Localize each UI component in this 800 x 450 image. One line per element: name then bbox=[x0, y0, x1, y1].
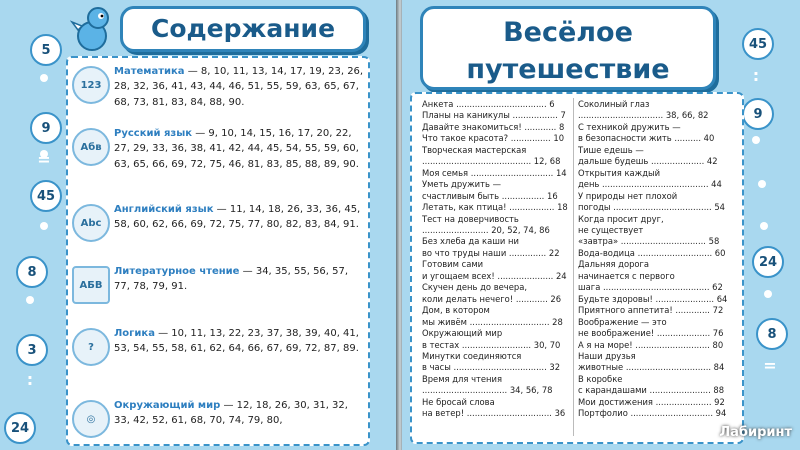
calculator-icon: 123 bbox=[72, 66, 110, 104]
toc-entry: Тише едешь — bbox=[578, 144, 644, 155]
toc-entry: Моя семья ............................... 14 bbox=[422, 167, 567, 178]
toc-entry: Наши друзья bbox=[578, 350, 636, 361]
toc-entry: Окружающий мир bbox=[422, 328, 503, 339]
toc-entry: коли делать нечего! ............ 26 bbox=[422, 293, 562, 304]
toc-entry: «завтра» ................................ 58 bbox=[578, 236, 720, 247]
toc-entry: мы живём .............................. 28 bbox=[422, 316, 563, 327]
toc-entry: Анкета .................................. 6 bbox=[422, 99, 555, 109]
toc-entry: Планы на каникулы ................. 7 bbox=[422, 110, 566, 121]
toc-entry: У природы нет плохой bbox=[578, 190, 678, 201]
side-dot bbox=[40, 74, 48, 82]
subject-name: Логика bbox=[114, 328, 155, 339]
toc-entry: счастливым быть ................ 16 bbox=[422, 190, 558, 201]
toc-column-left bbox=[422, 99, 570, 420]
side-number: 5 bbox=[30, 34, 62, 66]
toc-entry: Соколиный глаз bbox=[578, 99, 650, 109]
globe-icon: ◎ bbox=[72, 400, 110, 438]
toc-entry: во что труды наши .............. 22 bbox=[422, 247, 560, 258]
toc-entry: в часы ................................... 32 bbox=[422, 362, 561, 373]
subject-pages: — 11, 14, 18, 26, 33, 36, 45, 58, 60, 62, 66, 69, 72, 75, 77, 80, 82, 83, 84, 91. bbox=[114, 204, 361, 231]
toc-entry: животные ................................ 84 bbox=[578, 362, 725, 373]
subject-name: Литературное чтение bbox=[114, 266, 240, 277]
toc-entry: не воображение! .................... 76 bbox=[578, 328, 724, 339]
toc-entry: Когда просит друг, bbox=[578, 213, 664, 224]
toc-entry: Летать, как птица! ................. 18 bbox=[422, 202, 568, 213]
column-divider bbox=[573, 98, 574, 436]
side-number: 45 bbox=[742, 28, 774, 60]
toc-entry: ................................ 34, 56, 78 bbox=[422, 385, 553, 396]
side-dot bbox=[40, 222, 48, 230]
toc-entry: А я на море! ............................ 80 bbox=[578, 339, 724, 350]
toc-entry: Минутки соединяются bbox=[422, 350, 522, 361]
side-dot bbox=[26, 296, 34, 304]
toc-entry: Приятного аппетита! ............. 72 bbox=[578, 305, 724, 316]
toc-entry: Дом, в котором bbox=[422, 305, 490, 316]
title-line: путешествие bbox=[466, 54, 670, 85]
toc-panel bbox=[410, 92, 744, 444]
abc-russian-icon: Абв bbox=[72, 128, 110, 166]
toc-entry: Готовим сами bbox=[422, 259, 484, 270]
toc-entry: Без хлеба да каши ни bbox=[422, 236, 519, 247]
right-page bbox=[402, 0, 800, 450]
title-line: Весёлое bbox=[503, 17, 633, 48]
toc-entry: Дальняя дорога bbox=[578, 259, 650, 270]
side-dot bbox=[758, 180, 766, 188]
toc-entry: Открытия каждый bbox=[578, 167, 661, 178]
subject-pages: — 10, 11, 13, 22, 23, 37, 38, 39, 40, 41, 53, 54, 55, 58, 61, 62, 64, 66, 67, 69, 72, 87, 89. bbox=[114, 328, 359, 355]
side-number: 8 bbox=[16, 256, 48, 288]
side-number: 9 bbox=[742, 98, 774, 130]
toc-entry: на ветер! ................................ 36 bbox=[422, 408, 566, 419]
subject-name: Русский язык bbox=[114, 128, 193, 139]
side-number: 8 bbox=[756, 318, 788, 350]
toc-column-right bbox=[578, 99, 736, 420]
toc-entry: Будьте здоровы! ...................... 64 bbox=[578, 293, 728, 304]
toc-entry: В коробке bbox=[578, 373, 623, 384]
toc-entry: ......................................... 12, 68 bbox=[422, 156, 561, 167]
subjects-panel bbox=[66, 56, 370, 446]
toc-entry: Мои достижения ..................... 92 bbox=[578, 396, 725, 407]
toc-entry: Что такое красота? ............... 10 bbox=[422, 133, 565, 144]
subject-pages: — 9, 10, 14, 15, 16, 17, 20, 22, 27, 29, 33, 36, 38, 41, 42, 44, 45, 54, 55, 59, 60, 63, 65, 66, 69, 72, 75, 46, 81, 83, 85, 88, 89, 90. bbox=[114, 128, 359, 170]
abc-english-icon: Abc bbox=[72, 204, 110, 242]
subject-pages: — 8, 10, 11, 13, 14, 17, 19, 23, 26, 28, 32, 36, 41, 43, 44, 46, 51, 55, 59, 63, 65, 67, 68, 73, 81, 83, 84, 88, 90. bbox=[114, 66, 364, 108]
subject-name: Математика bbox=[114, 66, 185, 77]
toc-entry: Время для чтения bbox=[422, 373, 503, 384]
subject-pages: — 12, 18, 26, 30, 31, 32, 33, 42, 52, 61, 68, 70, 74, 79, 80, bbox=[114, 400, 348, 427]
toc-entry: в безопасности жить .......... 40 bbox=[578, 133, 715, 144]
watermark: Лабиринт bbox=[719, 425, 792, 440]
toc-entry: С техникой дружить — bbox=[578, 121, 681, 132]
toc-entry: с карандашами ....................... 88 bbox=[578, 385, 725, 396]
toc-entry: не существует bbox=[578, 224, 644, 235]
side-sign: = bbox=[763, 356, 777, 375]
side-number: 24 bbox=[752, 246, 784, 278]
page-title: Содержание bbox=[120, 6, 366, 52]
toc-entry: ......................... 20, 52, 74, 86 bbox=[422, 224, 550, 235]
toc-entry: в тестах .......................... 30, 70 bbox=[422, 339, 561, 350]
toc-entry: дальше будешь .................... 42 bbox=[578, 156, 718, 167]
subject-name: Английский язык bbox=[114, 204, 214, 215]
toc-entry: Вода-водица ............................ 60 bbox=[578, 247, 726, 258]
toc-entry: Давайте знакомиться! ............ 8 bbox=[422, 121, 565, 132]
toc-entry: и угощаем всех! ..................... 24 bbox=[422, 270, 567, 281]
page-title bbox=[420, 6, 716, 90]
toc-entry: шага ........................................ 62 bbox=[578, 282, 723, 293]
left-page bbox=[0, 0, 398, 450]
toc-entry: Творческая мастерская bbox=[422, 144, 527, 155]
side-number: 45 bbox=[30, 180, 62, 212]
toc-entry: день ........................................ 44 bbox=[578, 179, 722, 190]
side-sign: : bbox=[26, 370, 34, 389]
toc-entry: Воображение — это bbox=[578, 316, 667, 327]
toc-entry: ................................ 38, 66, 82 bbox=[578, 110, 709, 121]
side-sign: = bbox=[37, 150, 51, 169]
toc-entry: Тест на доверчивость bbox=[422, 213, 519, 224]
side-number: 24 bbox=[4, 412, 36, 444]
question-icon: ? bbox=[72, 328, 110, 366]
subject-pages: — 34, 35, 55, 56, 57, 77, 78, 79, 91. bbox=[114, 266, 349, 293]
toc-entry: Не бросай слова bbox=[422, 396, 495, 407]
book-icon: АБВ bbox=[72, 266, 110, 304]
side-sign: : bbox=[752, 66, 760, 85]
side-number: 3 bbox=[16, 334, 48, 366]
side-number: 9 bbox=[30, 112, 62, 144]
dragon-mascot-icon bbox=[70, 4, 116, 54]
toc-entry: Портфолио ............................... 94 bbox=[578, 408, 727, 419]
toc-entry: Скучен день до вечера, bbox=[422, 282, 527, 293]
side-dot bbox=[760, 222, 768, 230]
toc-entry: Уметь дружить — bbox=[422, 179, 501, 190]
side-dot bbox=[752, 136, 760, 144]
side-dot bbox=[764, 290, 772, 298]
toc-entry: погоды ..................................... 54 bbox=[578, 202, 726, 213]
subject-name: Окружающий мир bbox=[114, 400, 221, 411]
toc-entry: начинается с первого bbox=[578, 270, 675, 281]
